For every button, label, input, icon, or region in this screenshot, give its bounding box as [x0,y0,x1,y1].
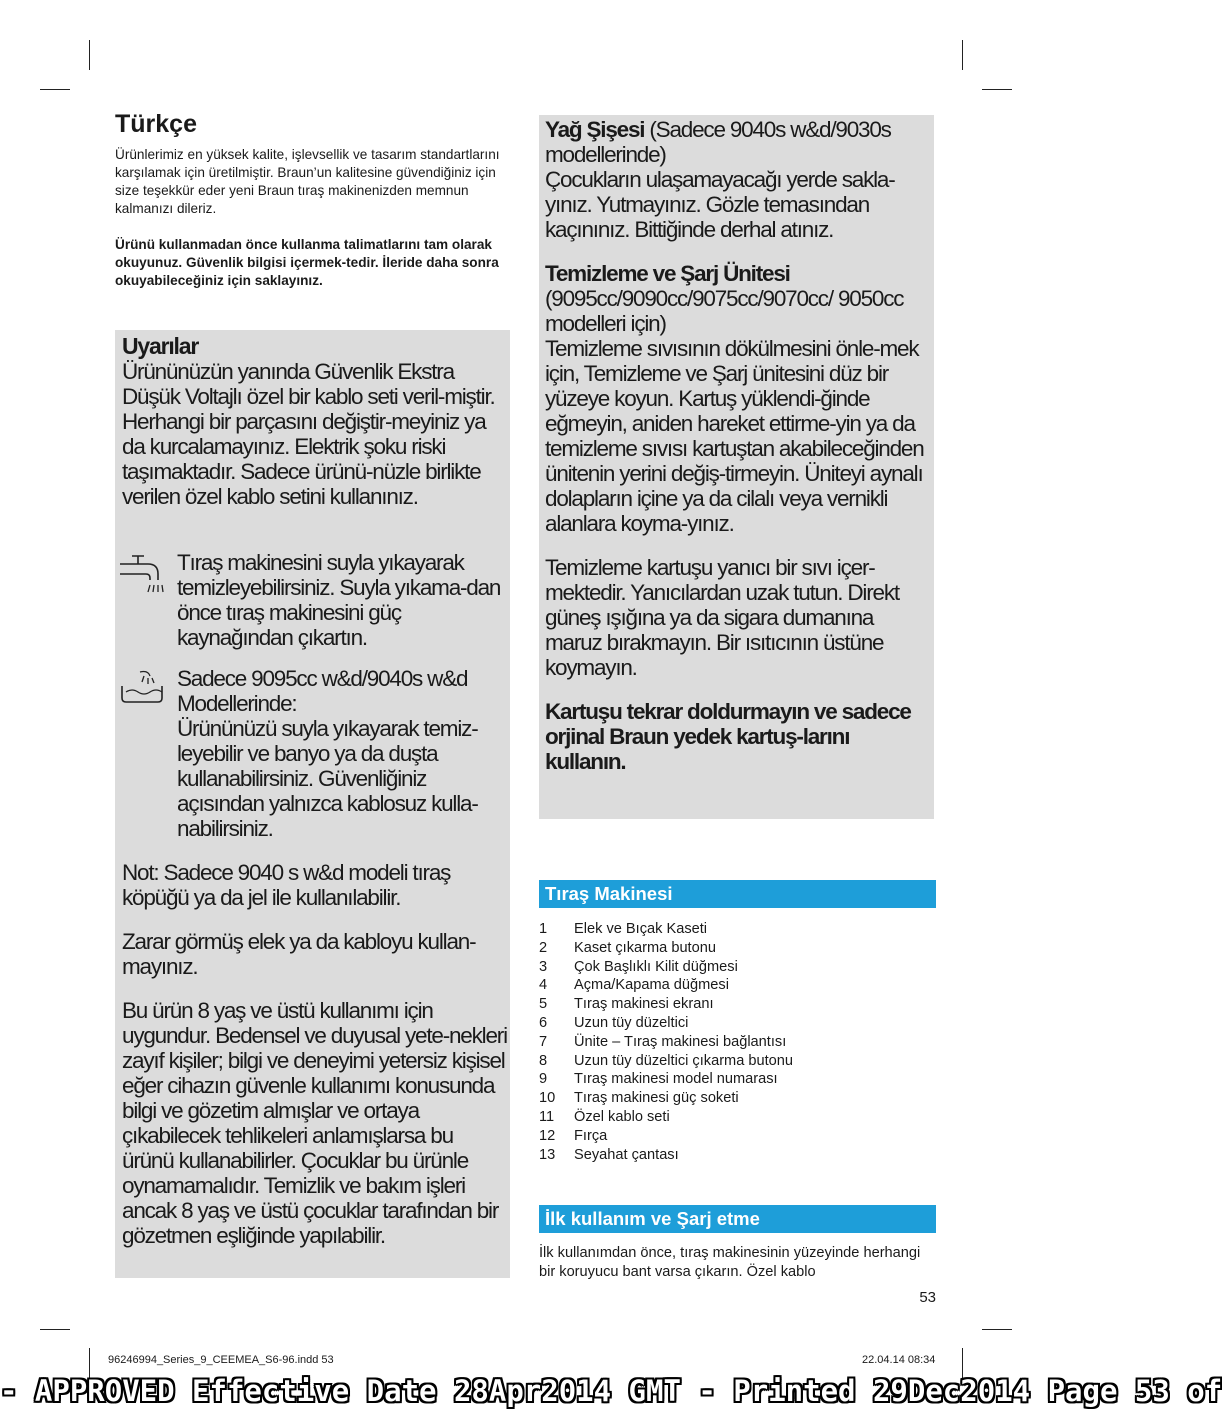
bath-models-title: Sadece 9095cc w&d/9040s w&d Modellerinde: [177,666,468,716]
list-item [539,1052,939,1071]
list-item [539,1146,939,1165]
cleaning-title: Temizleme ve Şarj Ünitesi [545,261,790,286]
part-label: Çok Başlıklı Kilit düğmesi [574,958,738,975]
part-number: 2 [539,939,548,956]
oil-text: Çocukların ulaşamayacağı yerde sakla-yınız. Yutmayınız. Gözle temasından kaçınınız. Bittiğinde derhal atınız. [545,167,895,242]
approved-stamp: - APPROVED Effective Date 28Apr2014 GMT - Printed 29Dec2014 Page 53 of [0,1374,1222,1408]
cartridge-flammable-text: Temizleme kartuşu yanıcı bir sıvı içer-mektedir. Yanıcılardan uzak tutun. Direkt güneş ışığına ya da sigara dumanına maruz bırakmayın. Bir ısıtıcının üstüne koymayın. [545,555,899,680]
intro-text: Ürünlerimiz en yüksek kalite, işlevsellik ve tasarım standartlarını karşılamak için üretilmiştir. Braun’un kalitesine güvendiğiniz için size teşekkür eder yeni Braun tıraş makinenizden memnun kalmanızı dileriz. [115,147,500,216]
crop-mark [40,1329,70,1330]
oil-cleaning-box [539,115,934,819]
crop-mark [89,40,90,70]
list-item [539,1089,939,1108]
cleaning-text: Temizleme sıvısının dökülmesini önle-mek için, Temizleme ve Şarj ünitesini düz bir yüzeye koyun. Kartuş yüklendi-ğinde eğmeyin, aniden hareket ettirme-yin ya da temizleme sıvısı kartuştan akabileceğinden ünitenin yerini değiş-tirmeyin. Üniteyi aynalı dolapların içine ya da cilalı veya vernikli alanlara koyma-yınız. [545,336,924,536]
part-number: 5 [539,996,548,1013]
faucet-water-icon [118,552,166,603]
page-number: 53 [919,1289,936,1306]
part-label: Kaset çıkarma butonu [574,939,716,956]
part-number: 11 [539,1108,555,1125]
page-title: Türkçe [115,110,197,138]
bath-use-note: Ürününüzü suyla yıkayarak temiz-leyebilir ve banyo ya da duşta kullanabilirsiniz. Güvenliğiniz açısından yalnızca kablosuz kulla-nabilirsiniz. [177,716,478,841]
warnings-box [115,330,510,1278]
footer-date: 22.04.14 08:34 [862,1354,936,1366]
part-label: Elek ve Bıçak Kaseti [574,921,708,937]
crop-mark [962,40,963,70]
part-number: 7 [539,1033,548,1050]
oil-heading [545,117,933,167]
list-item [539,976,939,995]
bath-shower-icon [118,668,166,715]
tap-wash-note: Tıraş makinesini suyla yıkayarak temizleyebilirsiniz. Suyla yıkama-dan önce tıraş makinesini güç kaynağından çıkartın. [177,550,501,650]
crop-mark [982,89,1012,90]
first-use-text: İlk kullanımdan önce, tıraş makinesinin yüzeyinde herhangi bir koruyucu bant varsa çıkarın. Özel kablo [539,1245,921,1280]
cleaning-models: (9095cc/9090cc/9075cc/9070cc/ 9050cc modelleri için) [545,286,904,336]
cartridge-refill-warning: Kartuşu tekrar doldurmayın ve sadece orjinal Braun yedek kartuş-larını kullanın. [545,699,911,774]
list-item [539,1014,939,1033]
part-label: Fırça [574,1127,608,1144]
crop-mark [40,89,70,90]
part-number: 4 [539,977,548,994]
part-label: Seyahat çantası [574,1146,679,1163]
part-number: 1 [539,921,548,937]
part-number: 13 [539,1146,556,1163]
part-label: Tıraş makinesi güç soketi [574,1090,739,1107]
list-item [539,920,939,939]
part-number: 6 [539,1014,548,1031]
part-label: Tıraş makinesi ekranı [574,996,714,1013]
first-use-section-title: İlk kullanım ve Şarj etme [539,1205,936,1233]
list-item [539,939,939,958]
list-item [539,958,939,977]
list-item [539,1108,939,1127]
list-item [539,1070,939,1089]
oil-subtitle: (Sadece 9040s w&d/9030s modellerinde) [545,117,891,167]
intro-bold-text: Ürünü kullanmadan önce kullanma talimatlarını tam olarak okuyunuz. Güvenlik bilgisi içermek-tedir. İleride daha sonra okuyabileceğiniz için saklayınız. [115,237,499,288]
children-safety-note: Bu ürün 8 yaş ve üstü kullanımı için uygundur. Bedensel ve duyusal yete-nekleri zayıf kişiler; bilgi ve deneyimi yetersiz kişisel eğer cihazın güvenle kullanımı konusunda bilgi ve gözetim almışlar ve ortaya çıkabilecek tehlikeleri anlamışlarsa bu ürünü kullanabilirler. Çocuklar bu ürünle oynamamalıdır. Temizlik ve bakım işleri ancak 8 yaş ve üstü çocuklar tarafından bir gözetmen eşliğinde yapılabilir. [122,998,507,1248]
warnings-paragraph: Ürününüzün yanında Güvenlik Ekstra Düşük Voltajlı özel bir kablo seti veril-miştir. Herhangi bir parçasını değiştir-meyiniz ya da kurcalamayınız. Elektrik şoku riski taşımaktadır. Sadece ürünü-nüzle birlikte verilen özel kablo setini kullanınız. [122,359,495,509]
oil-title: Yağ Şişesi [545,117,645,142]
list-item [539,1033,939,1052]
part-label: Özel kablo seti [574,1108,670,1125]
parts-list [539,920,939,1164]
footer-file-info: 96246994_Series_9_CEEMEA_S6-96.indd 53 [108,1354,334,1366]
part-label: Uzun tüy düzeltici çıkarma butonu [574,1052,794,1069]
part-label: Uzun tüy düzeltici [574,1014,689,1031]
part-number: 12 [539,1127,556,1144]
foam-gel-note: Not: Sadece 9040 s w&d modeli tıraş köpüğü ya da jel ile kullanılabilir. [122,860,451,910]
part-number: 3 [539,958,548,975]
warnings-title: Uyarılar [122,333,199,359]
part-label: Ünite – Tıraş makinesi bağlantısı [574,1033,787,1050]
damaged-foil-note: Zarar görmüş elek ya da kabloyu kullan-mayınız. [122,929,476,979]
shaver-section-title: Tıraş Makinesi [539,880,936,908]
crop-mark [982,1329,1012,1330]
part-label: Tıraş makinesi model numarası [574,1071,778,1088]
list-item [539,995,939,1014]
part-number: 10 [539,1090,556,1107]
list-item [539,1127,939,1146]
part-number: 8 [539,1052,548,1069]
part-number: 9 [539,1071,548,1088]
part-label: Açma/Kapama düğmesi [574,977,729,994]
